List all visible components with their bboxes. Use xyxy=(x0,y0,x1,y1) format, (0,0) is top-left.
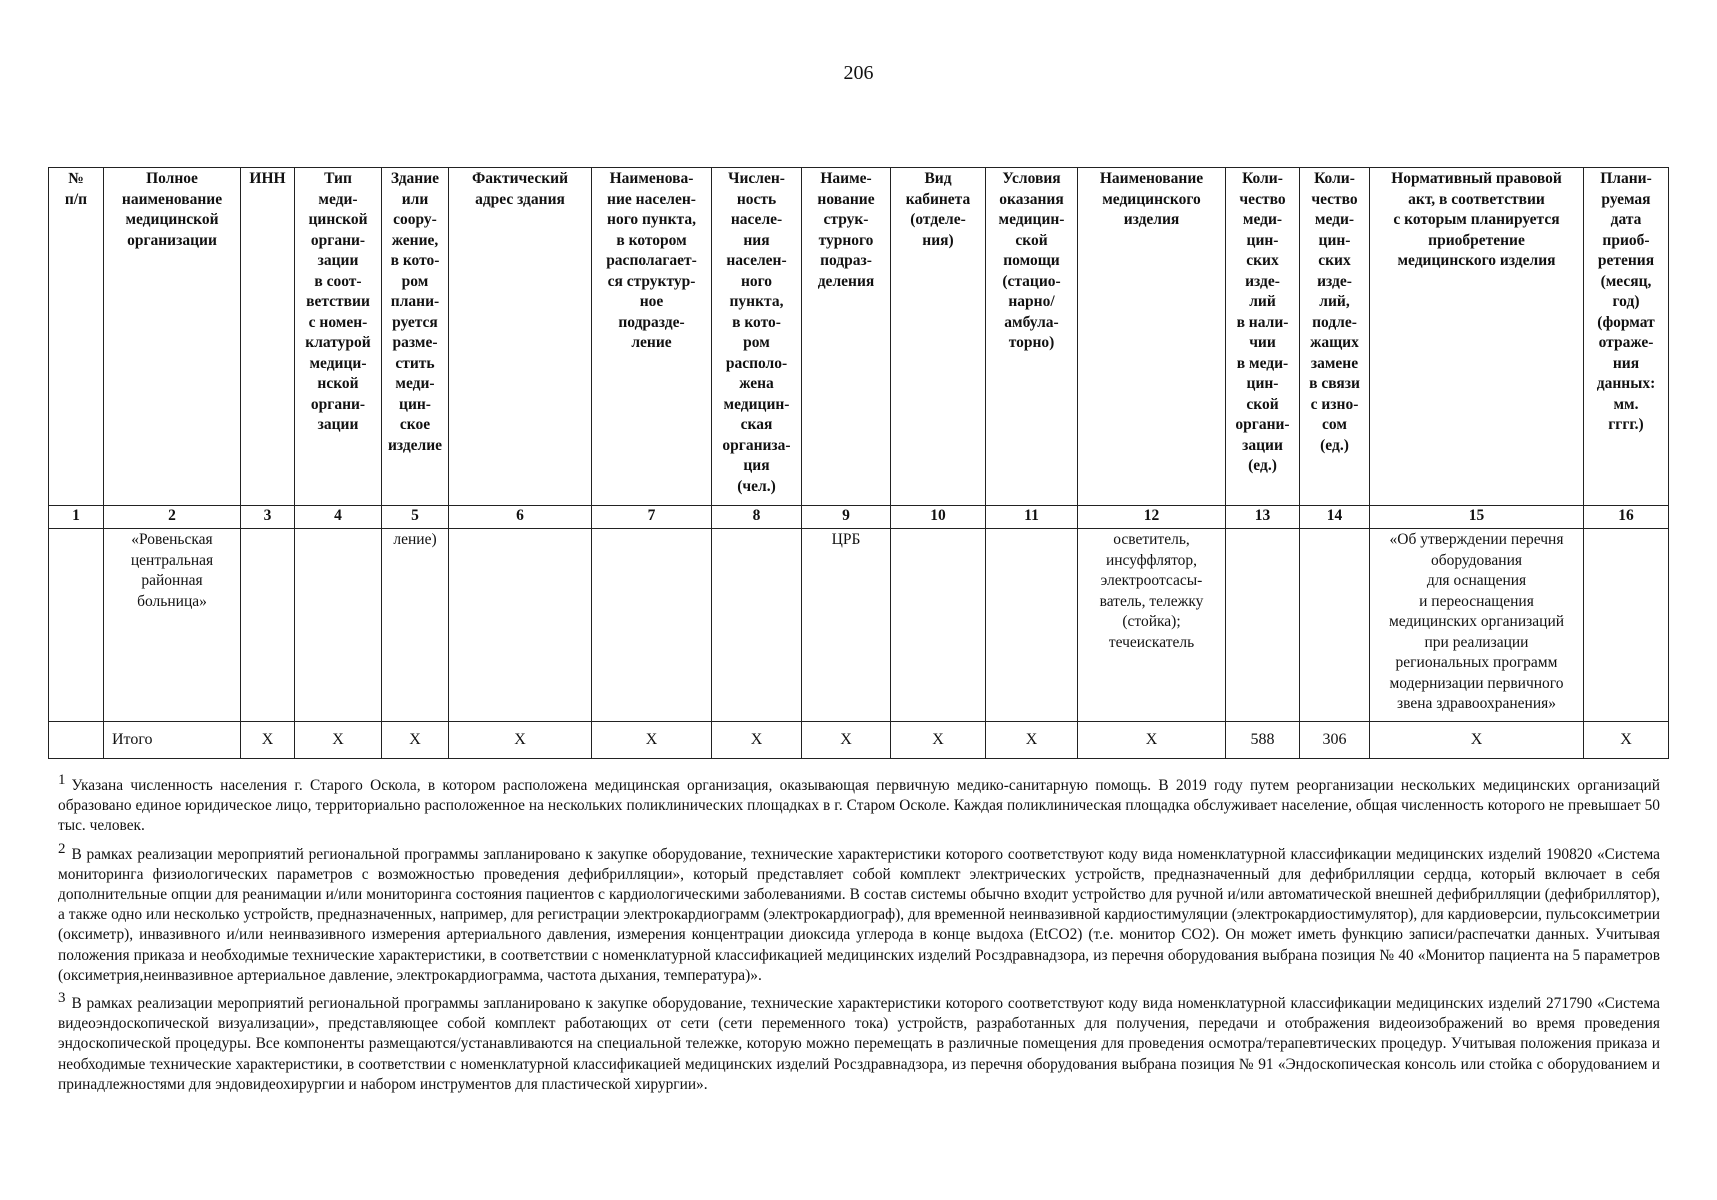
table-cell xyxy=(449,529,592,722)
table-cell xyxy=(592,529,712,722)
header-cell: Полное наименование медицинской организации xyxy=(104,168,241,506)
table-cell xyxy=(1584,529,1669,722)
total-label: Итого xyxy=(104,722,241,759)
header-cell: Коли- чество меди- цин- ских изде- лий в нали- чии в меди- цин- ской органи- зации (ед.) xyxy=(1226,168,1300,506)
total-cell: X xyxy=(1078,722,1226,759)
total-cell xyxy=(49,722,104,759)
column-number: 13 xyxy=(1226,506,1300,529)
column-number: 11 xyxy=(986,506,1078,529)
header-cell: Наиме- нование струк- турного подраз- деления xyxy=(802,168,891,506)
total-count-replace: 306 xyxy=(1300,722,1370,759)
header-cell: ИНН xyxy=(241,168,295,506)
header-cell: № п/п xyxy=(49,168,104,506)
footnote-2 xyxy=(58,839,1660,986)
column-number: 4 xyxy=(295,506,382,529)
table-cell xyxy=(1300,529,1370,722)
column-number: 15 xyxy=(1370,506,1584,529)
table-cell: «Об утверждении перечня оборудования для оснащения и переоснащения медицинских организаций при реализации региональных программ модернизации первичного звена здравоохранения» xyxy=(1370,529,1584,722)
column-number-row xyxy=(49,506,1669,529)
table-cell xyxy=(986,529,1078,722)
header-cell: Плани- руемая дата приоб- ретения (месяц, год) (формат отраже- ния данных: мм. гггг.) xyxy=(1584,168,1669,506)
table-cell: ЦРБ xyxy=(802,529,891,722)
column-number: 10 xyxy=(891,506,986,529)
column-number: 14 xyxy=(1300,506,1370,529)
footnote-text: Указана численность населения г. Старого Оскола, в котором расположена медицинская организация, оказывающая первичную медико-санитарную помощь. В 2019 году путем реорганизации нескольких медицинских организаций образовано единое юридическое лицо, территориально расположенное на нескольких поликлинических площадках в г. Старом Осколе. Каждая поликлиническая площадка обслуживает население, общая численность которого не превышает 50 тыс. человек. xyxy=(58,777,1660,835)
column-number: 2 xyxy=(104,506,241,529)
footnote-marker: 2 xyxy=(58,840,66,857)
column-number: 9 xyxy=(802,506,891,529)
total-cell: X xyxy=(802,722,891,759)
header-cell: Фактический адрес здания xyxy=(449,168,592,506)
header-cell: Здание или соору- жение, в кото- ром плани- руется разме- стить меди- цин- ское изделие xyxy=(382,168,449,506)
table-cell xyxy=(49,529,104,722)
table-cell xyxy=(891,529,986,722)
total-cell: X xyxy=(712,722,802,759)
header-cell: Условия оказания медицин- ской помощи (стацио- нарно/ амбула- торно) xyxy=(986,168,1078,506)
total-cell: X xyxy=(382,722,449,759)
column-number: 12 xyxy=(1078,506,1226,529)
total-cell: X xyxy=(449,722,592,759)
footnote-3 xyxy=(58,988,1660,1095)
table-cell xyxy=(241,529,295,722)
table-cell: осветитель, инсуффлятор, электроотсасы- ватель, тележку (стойка); течеискатель xyxy=(1078,529,1226,722)
header-row xyxy=(49,168,1669,506)
column-number: 1 xyxy=(49,506,104,529)
header-cell: Тип меди- цинской органи- зации в соот- ветствии с номен- клатурой медици- нской органи- зации xyxy=(295,168,382,506)
header-cell: Числен- ность населе- ния населен- ного пункта, в кото- ром располо- жена медицин- ская организа- ция (чел.) xyxy=(712,168,802,506)
page-number: 206 xyxy=(843,62,874,84)
table-cell xyxy=(295,529,382,722)
column-number: 7 xyxy=(592,506,712,529)
footnote-text: В рамках реализации мероприятий региональной программы запланировано к закупке оборудование, технические характеристики которого соответствуют коду вида номенклатурной классификации медицинских изделий 271790 «Система видеоэндоскопической визуализации», представляющее собой комплект работающих от сети (сети переменного тока) устройств, разработанных для получения, передачи и отображения видеоизображений во время проведения эндоскопической процедуры. Все компоненты размещаются/устанавливаются на специальной тележке, которую можно перемещать в различные помещения для проведения осмотра/терапевтических процедур. Учитывая положения приказа и необходимые технические характеристики, в соответствии с номенклатурной классификацией медицинских изделий Росздравнадзора, из перечня оборудования выбрана позиция № 91 «Эндоскопическая консоль или стойка с оборудованием и принадлежностями для эндовидеохирургии и набором инструментов для пластической хирургии». xyxy=(58,995,1660,1093)
header-cell: Наименование медицинского изделия xyxy=(1078,168,1226,506)
footnote-marker: 3 xyxy=(58,990,66,1007)
table-cell: ление) xyxy=(382,529,449,722)
header-cell: Наименова- ние населен- ного пункта, в котором располагает- ся структур- ное подразде- ление xyxy=(592,168,712,506)
footnote-marker: 1 xyxy=(58,772,66,788)
column-number: 5 xyxy=(382,506,449,529)
total-count-available: 588 xyxy=(1226,722,1300,759)
table-row xyxy=(49,529,1669,722)
total-cell: X xyxy=(891,722,986,759)
table-cell: «Ровеньская центральная районная больница» xyxy=(104,529,241,722)
total-row xyxy=(49,722,1669,759)
table-cell xyxy=(1226,529,1300,722)
column-number: 8 xyxy=(712,506,802,529)
total-cell: X xyxy=(295,722,382,759)
footnote-1 xyxy=(58,770,1660,837)
total-cell: X xyxy=(241,722,295,759)
equipment-table xyxy=(48,167,1669,759)
total-cell: X xyxy=(1370,722,1584,759)
footnotes xyxy=(58,770,1660,1097)
column-number: 3 xyxy=(241,506,295,529)
table-cell xyxy=(712,529,802,722)
total-cell: X xyxy=(986,722,1078,759)
total-cell: X xyxy=(1584,722,1669,759)
header-cell: Коли- чество меди- цин- ских изде- лий, подле- жащих замене в связи с изно- сом (ед.) xyxy=(1300,168,1370,506)
column-number: 6 xyxy=(449,506,592,529)
column-number: 16 xyxy=(1584,506,1669,529)
header-cell: Нормативный правовой акт, в соответствии с которым планируется приобретение медицинского изделия xyxy=(1370,168,1584,506)
footnote-text: В рамках реализации мероприятий региональной программы запланировано к закупке оборудование, технические характеристики которого соответствуют коду вида номенклатурной классификации медицинских изделий 190820 «Система мониторинга физиологических параметров с возможностью проведения дефибрилляции», который представляет собой комплект электрических устройств, предназначенный для дефибрилляции сердца, который включает в себя дополнительные опции для реанимации и/или мониторинга состояния пациентов с кардиологическими заболеваниями. В состав системы обычно входит устройство для ручной и/или автоматической внешней дефибрилляции (дефибриллятор), а также одно или несколько устройств, предназначенных, например, для регистрации электрокардиограмм (электрокардиограф), для временной неинвазивной кардиостимуляции (электрокардиостимулятор), для кардиоверсии, пульсоксиметрии (оксиметр), инвазивного и/или неинвазивного измерения артериального давления, измерения концентрации диоксида углерода в конце выдоха (EtCO2) (т.е. монитор CO2). Он может иметь функцию записи/распечатки данных. Учитывая положения приказа и необходимые технические характеристики, в соответствии с номенклатурной классификацией медицинских изделий Росздравнадзора, из перечня оборудования выбрана позиция № 40 «Монитор пациента на 5 параметров (оксиметрия,неинвазивное артериальное давление, электрокардиограмма, частота дыхания, температура)». xyxy=(58,845,1660,984)
total-cell: X xyxy=(592,722,712,759)
header-cell: Вид кабинета (отделе- ния) xyxy=(891,168,986,506)
